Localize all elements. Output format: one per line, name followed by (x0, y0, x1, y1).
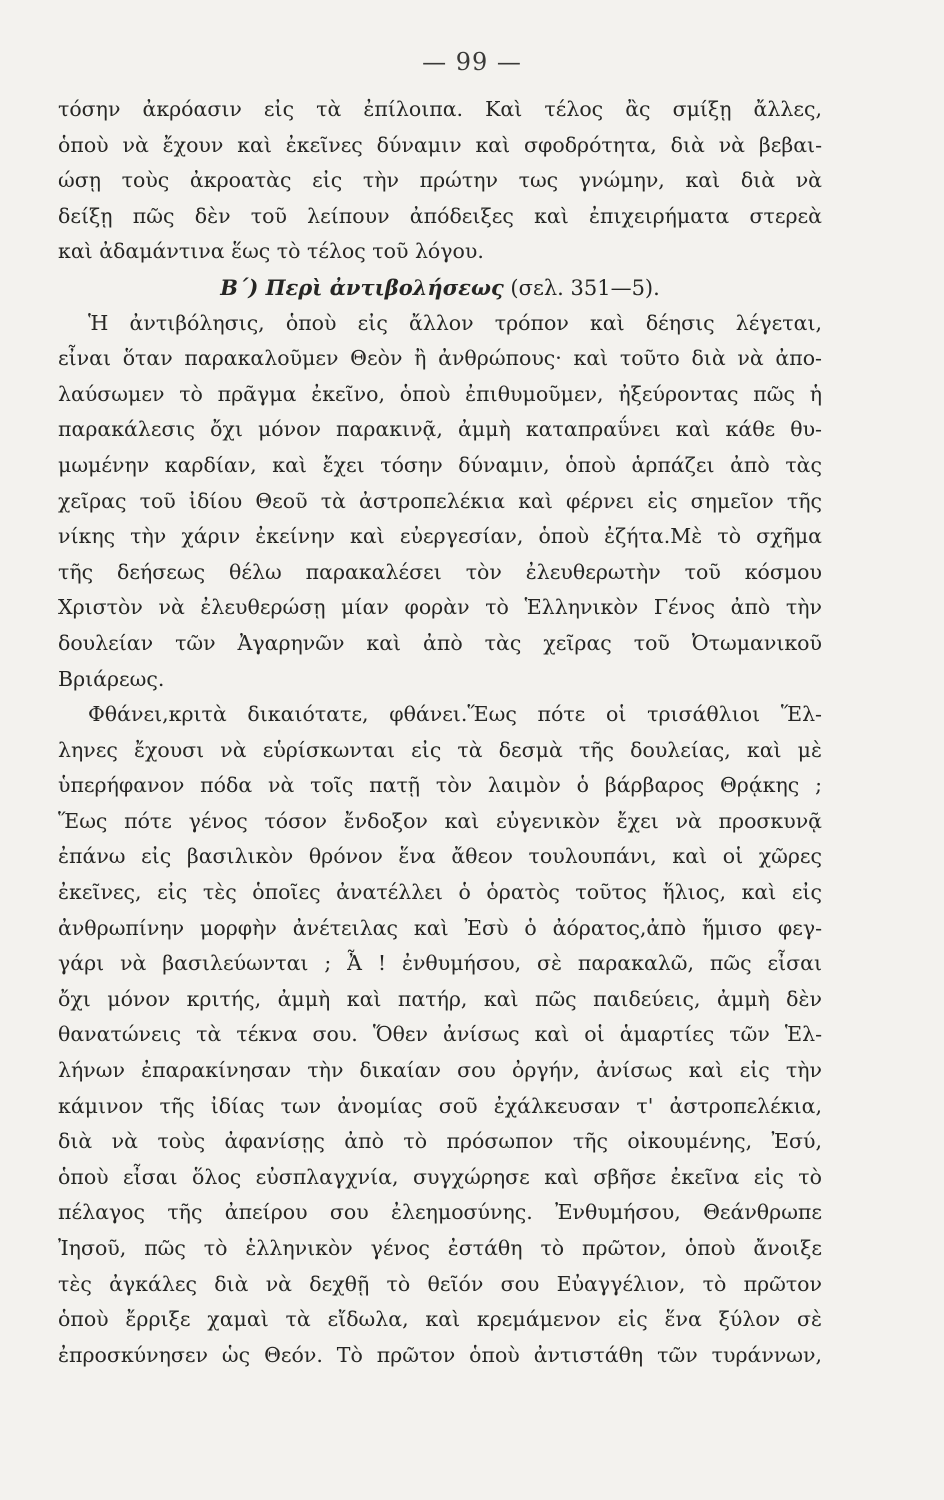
text-line: τόσην ἀκρόασιν εἰς τὰ ἐπίλοιπα. Καὶ τέλος ἂς σμίξῃ ἄλλες, (58, 97, 822, 121)
text-line: ληνες ἔχουσι νὰ εὑρίσκωνται εἰς τὰ δεσμὰ τῆς δουλείας, καὶ μὲ (58, 737, 822, 762)
text-line: ἐπροσκύνησεν ὡς Θεόν. Τὸ πρῶτον ὁποὺ ἀντιστάθη τῶν τυράννων, (58, 1342, 822, 1367)
text-line: εἶναι ὅταν παρακαλοῦμεν Θεὸν ἢ ἀνθρώπους· καὶ τοῦτο διὰ νὰ ἀπο- (58, 346, 822, 371)
paragraph-intro-closing (58, 92, 822, 270)
text-line: νίκης τὴν χάριν ἐκείνην καὶ εὐεργεσίαν, ὁποὺ ἐζήτα.Μὲ τὸ σχῆμα (58, 524, 822, 549)
text-line: Ἰησοῦ, πῶς τὸ ἑλληνικὸν γένος ἐστάθη τὸ πρῶτον, ὁποὺ ἄνοιξε (58, 1236, 822, 1260)
text-line: χεῖρας τοῦ ἰδίου Θεοῦ τὰ ἀστροπελέκια καὶ φέρνει εἰς σημεῖον τῆς (58, 488, 822, 513)
text-line: λαύσωμεν τὸ πρᾶγμα ἐκεῖνο, ὁποὺ ἐπιθυμοῦμεν, ἠξεύροντας πῶς ἡ (58, 381, 822, 406)
text-line: μωμένην καρδίαν, καὶ ἔχει τόσην δύναμιν, ὁποὺ ἁρπάζει ἀπὸ τὰς (58, 452, 822, 477)
text-line: ὁποὺ εἶσαι ὅλος εὐσπλαγχνία, συγχώρησε καὶ σβῆσε ἐκεῖνα εἰς τὸ (58, 1164, 822, 1189)
paragraph-prayer (58, 697, 822, 1373)
text-line: τῆς δεήσεως θέλω παρακαλέσει τὸν ἐλευθερωτὴν τοῦ κόσμου (58, 559, 822, 584)
text-line: Φθάνει,κριτὰ δικαιότατε, φθάνει.Ἕως πότε οἱ τρισάθλιοι Ἕλ- (88, 702, 822, 727)
section-heading (58, 270, 822, 306)
text-line: θανατώνεις τὰ τέκνα σου. Ὅθεν ἀνίσως καὶ οἱ ἁμαρτίες τῶν Ἑλ- (58, 1022, 822, 1047)
text-line: Ἡ ἀντιβόλησις, ὁποὺ εἰς ἄλλον τρόπον καὶ δέησις λέγεται, (88, 310, 822, 335)
text-line: ὑπερήφανον πόδα νὰ τοῖς πατῇ τὸν λαιμὸν ὁ βάρβαρος Θρᾴκης ; (58, 773, 822, 798)
text-line: Ἕως πότε γένος τόσον ἔνδοξον καὶ εὐγενικὸν ἔχει νὰ προσκυνᾷ (58, 808, 822, 833)
text-line: ὁποὺ νὰ ἔχουν καὶ ἐκεῖνες δύναμιν καὶ σφοδρότητα, διὰ νὰ βεβαι- (58, 132, 822, 157)
text-line: δουλείαν τῶν Ἀγαρηνῶν καὶ ἀπὸ τὰς χεῖρας τοῦ Ὀτωμανικοῦ (58, 630, 822, 655)
paragraph-definition (58, 306, 822, 698)
text-line: παρακάλεσις ὄχι μόνον παρακινᾷ, ἀμμὴ καταπραΰνει καὶ κάθε θυ- (58, 417, 822, 442)
text-line: Βριάρεως. (58, 666, 165, 691)
text-line: διὰ νὰ τοὺς ἀφανίσῃς ἀπὸ τὸ πρόσωπον τῆς οἰκουμένης, Ἐσύ, (58, 1129, 822, 1154)
text-line: ὄχι μόνον κριτής, ἀμμὴ καὶ πατήρ, καὶ πῶς παιδεύεις, ἀμμὴ δὲν (58, 986, 822, 1011)
section-heading-title: Β΄) Περὶ ἀντιβολήσεως (220, 274, 504, 300)
text-line: δείξῃ πῶς δὲν τοῦ λείπουν ἀπόδειξες καὶ ἐπιχειρήματα στερεὰ (58, 203, 822, 228)
text-line: κάμινον τῆς ἰδίας των ἀνομίας σοῦ ἐχάλκευσαν τ' ἀστροπελέκια, (58, 1093, 822, 1118)
page-number: — 99 — (422, 48, 522, 76)
text-line: ἐπάνω εἰς βασιλικὸν θρόνον ἕνα ἄθεον τουλουπάνι, καὶ οἱ χῶρες (58, 844, 822, 869)
page-body (58, 92, 822, 1373)
text-line: λήνων ἐπαρακίνησαν τὴν δικαίαν σου ὀργήν, ἀνίσως καὶ εἰς τὴν (58, 1058, 822, 1083)
text-line: ὁποὺ ἔρριξε χαμαὶ τὰ εἴδωλα, καὶ κρεμάμενον εἰς ἕνα ξύλον σὲ (58, 1307, 822, 1332)
text-line: τὲς ἀγκάλες διὰ νὰ δεχθῇ τὸ θεῖόν σου Εὐαγγέλιον, τὸ πρῶτον (58, 1271, 822, 1296)
text-line: πέλαγος τῆς ἀπείρου σου ἐλεημοσύνης. Ἐνθυμήσου, Θεάνθρωπε (58, 1200, 822, 1225)
text-line: ἀνθρωπίνην μορφὴν ἀνέτειλας καὶ Ἐσὺ ὁ ἀόρατος,ἀπὸ ἥμισο φεγ- (58, 915, 822, 940)
text-line: ώσῃ τοὺς ἀκροατὰς εἰς τὴν πρώτην τως γνώμην, καὶ διὰ νὰ (58, 168, 822, 193)
text-line: γάρι νὰ βασιλεύωνται ; Ἆ ! ἐνθυμήσου, σὲ παρακαλῶ, πῶς εἶσαι (58, 951, 822, 976)
section-heading-reference: (σελ. 351—5). (510, 275, 660, 300)
text-line: ἐκεῖνες, εἰς τὲς ὁποῖες ἀνατέλλει ὁ ὁρατὸς τοῦτος ἥλιος, καὶ εἰς (58, 880, 822, 905)
text-line: Χριστὸν νὰ ἐλευθερώσῃ μίαν φορὰν τὸ Ἑλληνικὸν Γένος ἀπὸ τὴν (58, 595, 822, 620)
text-line: καὶ ἀδαμάντινα ἕως τὸ τέλος τοῦ λόγου. (58, 239, 484, 264)
